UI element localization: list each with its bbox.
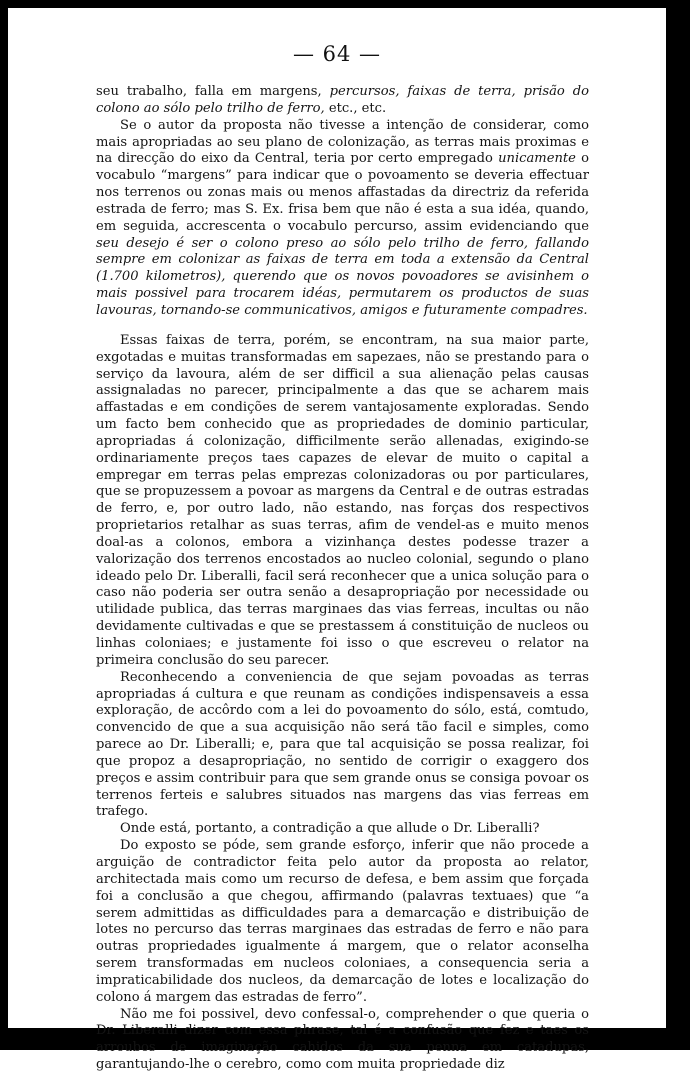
italic-run: seu desejo é ser o colono preso ao sólo pelo trilho de ferro, fallando sempre em colonizar as faixas de terra em toda a extensão da Central (1.700 kilometros), querendo que os novos povoadores se avisinhem o mais possivel para trocarem idéas, permutarem os productos de suas lavouras, tornando-se communicativos, amigos e futuramente compadres. (96, 235, 589, 318)
text-run: o vocabulo “margens” para indicar que o povoamento se deveria effectuar nos terrenos ou zonas mais ou menos affastadas da directriz da referida estrada de ferro; mas S. Ex. frisa bem que não é esta a sua idéa, quando, em seguida, accrescenta o vocabulo percurso, assim evidenciando que (96, 151, 589, 234)
paragraph-3 (96, 333, 589, 670)
paragraph-4 (96, 670, 589, 822)
text-run: Essas faixas de terra, porém, se encontram, na sua maior parte, exgotadas e muitas transformadas em sapezaes, não se prestando para o serviço da lavoura, além de ser difficil a sua alienação pelas causas assignaladas no parecer, principalmente a das que se acharem mais affastadas e em condições de serem vantajosamente exploradas. Sendo um facto bem conhecido que as propriedades de dominio particular, apropriadas á colonização, difficilmente serão allenadas, exigindo-se ordinariamente preços taes capazes de elevar de muito o capital a empregar em terras pelas emprezas colonizadoras ou por particulares, que se propuzessem a povoar as margens da Central e de outras estradas de ferro, e, por outro lado, não estando, nas forças dos respectivos proprietarios retalhar as suas terras, afim de vendel-as e muito menos doal-as a colonos, embora a vizinhança destes podesse trazer a valorização dos terrenos encostados ao nucleo colonial, segundo o plano ideado pelo Dr. Liberalli, facil será reconhecer que a unica solução para o caso não poderia ser outra senão a desapropriação por necessidade ou utilidade publica, das terras marginaes das vias ferreas, incultas ou não devidamente cultivadas e que se prestassem á constituição de nucleos ou linhas coloniaes; e justamente foi isso o que escreveu o relator na primeira conclusão do seu parecer. (96, 332, 589, 668)
text-run: Se o autor da proposta não tivesse a intenção de considerar, como mais apropriadas ao seu plano de colonização, as terras mais proximas e na direcção do eixo da Central, teria por certo empregado (96, 117, 589, 167)
text-run: Onde está, portanto, a contradição a que allude o Dr. Liberalli? (120, 821, 540, 837)
paragraph-1 (96, 84, 589, 118)
page-number: — 64 — (292, 42, 382, 66)
paragraph-7 (96, 1007, 589, 1074)
paragraph-2 (96, 118, 589, 320)
text-run: Reconhecendo a conveniencia de que sejam povoadas as terras apropriadas á cultura e que reunam as condições indispensaveis a essa exploração, de accôrdo com a lei do povoamento do sólo, está, comtudo, convencido de que a sua acquisição não será tão facil e simples, como parece ao Dr. Liberalli; e, para que tal acquisição se possa realizar, foi que propoz a desapropriação, no sentido de corrigir o exaggero dos preços e assim contribuir para que sem grande onus se consiga povoar os terrenos ferteis e salubres situados nas margens das vias ferreas em trafego. (96, 669, 589, 820)
paragraph-6 (96, 838, 589, 1006)
text-run: etc., etc. (324, 100, 387, 116)
body-text (96, 84, 589, 1074)
italic-run: unicamente (498, 151, 576, 167)
text-run: Não me foi possivel, devo confessal-o, comprehender o que queria o Dr. Liberalli dizer com essa phrase, tal é a confusão que fez e taes os arroubos de imaginação cahidos da sua penna em catadupas, garantujando-lhe o cerebro, como com muita propriedade diz (96, 1006, 589, 1073)
text-run: seu trabalho, falla em margens, (96, 84, 330, 99)
text-run: Do exposto se póde, sem grande esforço, inferir que não procede a arguição de contradictor feita pelo autor da proposta ao relator, architectada mais como um recurso de defesa, e bem assim que forçada foi a conclusão a que chegou, affirmando (palavras textuaes) que “a serem admittidas as difficuldades para a demarcação e distribuição de lotes no percurso das terras marginaes das estradas de ferro e não para outras propriedades igualmente á margem, que o relator aconselha serem transformadas em nucleos coloniaes, a consequencia seria a impraticabilidade dos nucleos, da demarcação de lotes e localização do colono á margem das estradas de ferro”. (96, 838, 589, 1005)
italic-run: percursos, faixas de terra, prisão do colono ao sólo pelo trilho de ferro, (96, 84, 589, 116)
paragraph-5 (96, 821, 589, 838)
